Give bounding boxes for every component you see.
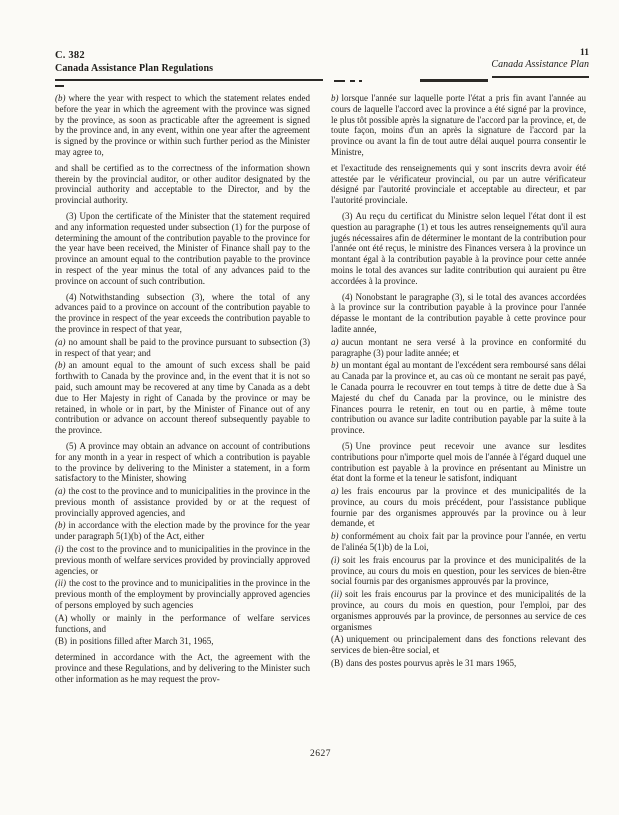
subsection-5 bbox=[55, 441, 310, 484]
clause-label: (4) bbox=[342, 291, 353, 302]
clause-b-fr bbox=[331, 360, 586, 436]
subclause-A-fr bbox=[331, 634, 586, 656]
header-rule-dash bbox=[334, 80, 345, 82]
running-title-underline bbox=[492, 76, 589, 78]
clause-label: (ii) bbox=[55, 578, 66, 589]
clause-label: (A) bbox=[331, 634, 344, 645]
closing-paragraph bbox=[55, 652, 310, 684]
clause-label: (b) bbox=[55, 360, 66, 371]
clause-text: un montant égal au montant de l'excédent sera remboursé sans délai au Canada par la province et, au cas où ce montant ne serait pas payé, le Canada pourra le recouvrer en tout temps à titre de dette due à Sa Majesté du chef du Canada par la province, ou le ministre des Finances pourra le retenir, en tout ou en partie, à même toute contribution ou avance sur ladite contribution payable par la suite à la province. bbox=[331, 360, 586, 436]
clause-text: the cost to the province and to municipalities in the province in the previous month of assistance provided by or at the request of provincially approved agencies, and bbox=[55, 486, 310, 518]
clause-text: Nonobstant le paragraphe (3), si le total des avances accordées à la province sur la contribution payable à la province pour l'année dépasse le montant de la contribution payable à cette province pour ladite année, bbox=[331, 291, 586, 334]
running-title: Canada Assistance Plan bbox=[491, 59, 589, 70]
clause-label: (3) bbox=[66, 210, 77, 221]
clause-label: (b) bbox=[55, 93, 66, 103]
clause-label: b) bbox=[331, 531, 339, 542]
clause-text: where the year with respect to which the statement relates ended before the year in which the agreement with the province was signed by the province, as soon as practicable after the agreement is signed by the province and, in any event, within one year after the agreement is signed by the province or within such further period as the Minister may agree to, bbox=[55, 93, 310, 157]
subclause-i-fr bbox=[331, 555, 586, 587]
clause-text: soit les frais encourus par la province et des municipalités de la province, au cours du mois en question, pour l'emploi, par des organismes approuvés par la province, de personnes au service de ces organismes bbox=[331, 589, 586, 632]
header-left bbox=[55, 50, 213, 74]
clause-text: and shall be certified as to the correctness of the information shown therein by the provincial auditor, or other auditor designated by the provincial authority and acceptable to the Director, and by the provincial authority. bbox=[55, 162, 310, 206]
footer bbox=[55, 749, 586, 759]
header-right bbox=[491, 48, 589, 70]
clause-text: no amount shall be paid to the province pursuant to subsection (3) in respect of that year; and bbox=[55, 336, 310, 358]
clause-text: Upon the certificate of the Minister that the statement required and any information requested under subsection (1) for the purpose of determining the amount of the contribution payable to the province for the year have been received, the Minister of Finance shall pay to the province an amount equal to the contribution payable to the province in respect of the year minus the total of any advances paid to the province on account of such contribution. bbox=[55, 210, 310, 286]
clause-text: dans des postes pourvus après le 31 mars 1965, bbox=[346, 658, 517, 669]
header-rule-dash bbox=[350, 80, 355, 82]
clause-a-fr bbox=[331, 337, 586, 359]
header-rule-dash bbox=[359, 80, 362, 82]
clause-text: aucun montant ne sera versé à la province en conformité du paragraphe (3) pour ladite année; et bbox=[331, 336, 586, 358]
clause-a bbox=[55, 486, 310, 518]
clause-b bbox=[55, 520, 310, 542]
clause-label: (i) bbox=[331, 554, 340, 565]
continuation-paragraph bbox=[55, 163, 310, 206]
clause-label: b) bbox=[331, 93, 339, 103]
subclause-i bbox=[55, 544, 310, 576]
clause-label: a) bbox=[331, 336, 339, 347]
subclause-A bbox=[55, 613, 310, 635]
clause-text: A province may obtain an advance on account of contributions for any month in a year in respect of which a contribution is payable to the province by delivering to the Minister a statement, in a form satisfactory to the Minister, showing bbox=[55, 440, 310, 484]
subclause-B-fr bbox=[331, 658, 586, 669]
subclause-B bbox=[55, 636, 310, 647]
clause-label: a) bbox=[331, 486, 339, 497]
clause-label: (i) bbox=[55, 544, 64, 555]
header-rule-segment bbox=[420, 79, 488, 82]
clause-text: lorsque l'année sur laquelle porte l'état a pris fin avant l'année au cours de laquelle l'accord avec la province a été signé par la province, le plus tôt possible après la signature de l'accord par la province, et, de toute façon, moins d'un an après la signature de l'accord par la province ou avant la fin de tout autre délai auquel pourra consentir le Ministre, bbox=[331, 93, 586, 157]
french-column bbox=[331, 91, 586, 686]
clause-text: Au reçu du certificat du Ministre selon lequel l'état dont il est question au paragraphe (1) et tous les autres renseignements qu'il aura jugés nécessaires afin de déterminer le montant de la contribution pour l'année ont été reçus, le ministre des Finances versera à la province un montant égal à la contribution payable à la province pour cette année moins le total des avances sur ladite contribution qui auraient pu être accordées à la province. bbox=[331, 210, 586, 286]
clause-b-fr bbox=[331, 93, 586, 158]
subsection-5-fr bbox=[331, 441, 586, 484]
clause-label: (3) bbox=[342, 210, 353, 221]
clause-text: the cost to the province and to municipalities in the province in the previous month of welfare services provided by provincially approved agencies, or bbox=[55, 544, 310, 576]
clause-b-fr bbox=[331, 531, 586, 553]
document-title: Canada Assistance Plan Regulations bbox=[55, 63, 214, 74]
clause-text: an amount equal to the amount of such excess shall be paid forthwith to Canada by the province and, in the event that it is not so paid, such amount may be recovered at any time by Canada as a debt due to Her Majesty in right of Canada by the province or may be retained, in whole or in part, by the Minister of Finance out of any contribution or advance on account thereof subsequently payable to the province. bbox=[55, 360, 310, 436]
english-column bbox=[55, 91, 310, 686]
clause-text: uniquement ou principalement dans des fonctions relevant des services de bien-être social, et bbox=[331, 634, 586, 656]
two-column-body bbox=[55, 91, 586, 686]
subsection-3-fr bbox=[331, 211, 586, 287]
clause-text: in accordance with the election made by the province for the year under paragraph 5(1)(b) of the Act, either bbox=[55, 520, 310, 542]
clause-text: wholly or mainly in the performance of welfare services functions, and bbox=[55, 612, 310, 634]
clause-text: the cost to the province and to municipalities in the province in the previous month of the employment by provincially approved agencies of persons employed by such agencies bbox=[55, 578, 310, 611]
clause-text: soit les frais encourus par la province et des municipalités de la province, au cours du mois en question, pour les services de bien-être social fournis par des organismes approuvés par la province, bbox=[331, 554, 586, 587]
clause-text: determined in accordance with the Act, the agreement with the province and these Regulations, and by delivering to the Minister such other information as he may request the prov- bbox=[55, 652, 310, 684]
clause-a-fr bbox=[331, 486, 586, 529]
clause-b bbox=[55, 93, 310, 158]
clause-text: Une province peut recevoir une avance sur lesdites contributions pour n'importe quel mois de l'année à l'égard duquel une contribution est payable à la province en présentant au Ministre un état dont la forme et la teneur le satisfont, indiquant bbox=[331, 440, 586, 484]
subclause-ii bbox=[55, 578, 310, 610]
scan-artifact-dash bbox=[55, 85, 64, 87]
footer-page-number: 2627 bbox=[310, 749, 331, 759]
clause-label: (A) bbox=[55, 612, 68, 623]
subsection-4-fr bbox=[331, 292, 586, 335]
clause-text: Notwithstanding subsection (3), where the total of any advances paid to a province on account of the contribution payable to the province in respect of the year exceeds the contribution payable to the province in respect of that year, bbox=[55, 291, 310, 334]
continuation-paragraph-fr bbox=[331, 163, 586, 206]
clause-label: (5) bbox=[66, 440, 77, 451]
chapter-code: C. 382 bbox=[55, 50, 85, 61]
clause-label: (a) bbox=[55, 336, 66, 347]
clause-a bbox=[55, 337, 310, 359]
subclause-ii-fr bbox=[331, 589, 586, 632]
subsection-4 bbox=[55, 292, 310, 335]
clause-label: (a) bbox=[55, 486, 66, 497]
subsection-3 bbox=[55, 211, 310, 287]
clause-label: (b) bbox=[55, 520, 66, 531]
clause-label: (B) bbox=[331, 658, 343, 669]
header-page-number: 11 bbox=[580, 48, 589, 58]
clause-b bbox=[55, 360, 310, 436]
clause-text: et l'exactitude des renseignements qui y sont inscrits devra avoir été attestée par le vérificateur provincial, ou par un autre vérificateur désigné par l'autorité provinciale et acceptable au directeur, et par l'autorité provinciale. bbox=[331, 162, 586, 206]
clause-label: (ii) bbox=[331, 589, 342, 600]
header-rule-segment bbox=[55, 79, 323, 81]
clause-label: b) bbox=[331, 360, 339, 371]
clause-text: les frais encourus par la province et des municipalités de la province, au cours du mois précédent, pour l'assistance publique fournie par des organismes approuvés par la province ou à leur demande, et bbox=[331, 486, 586, 529]
clause-label: (4) bbox=[66, 291, 77, 302]
clause-text: conformément au choix fait par la province pour l'année, en vertu de l'alinéa 5(1)b) de la Loi, bbox=[331, 531, 586, 553]
clause-text: in positions filled after March 31, 1965, bbox=[70, 636, 214, 647]
clause-label: (B) bbox=[55, 636, 67, 647]
clause-label: (5) bbox=[342, 440, 353, 451]
